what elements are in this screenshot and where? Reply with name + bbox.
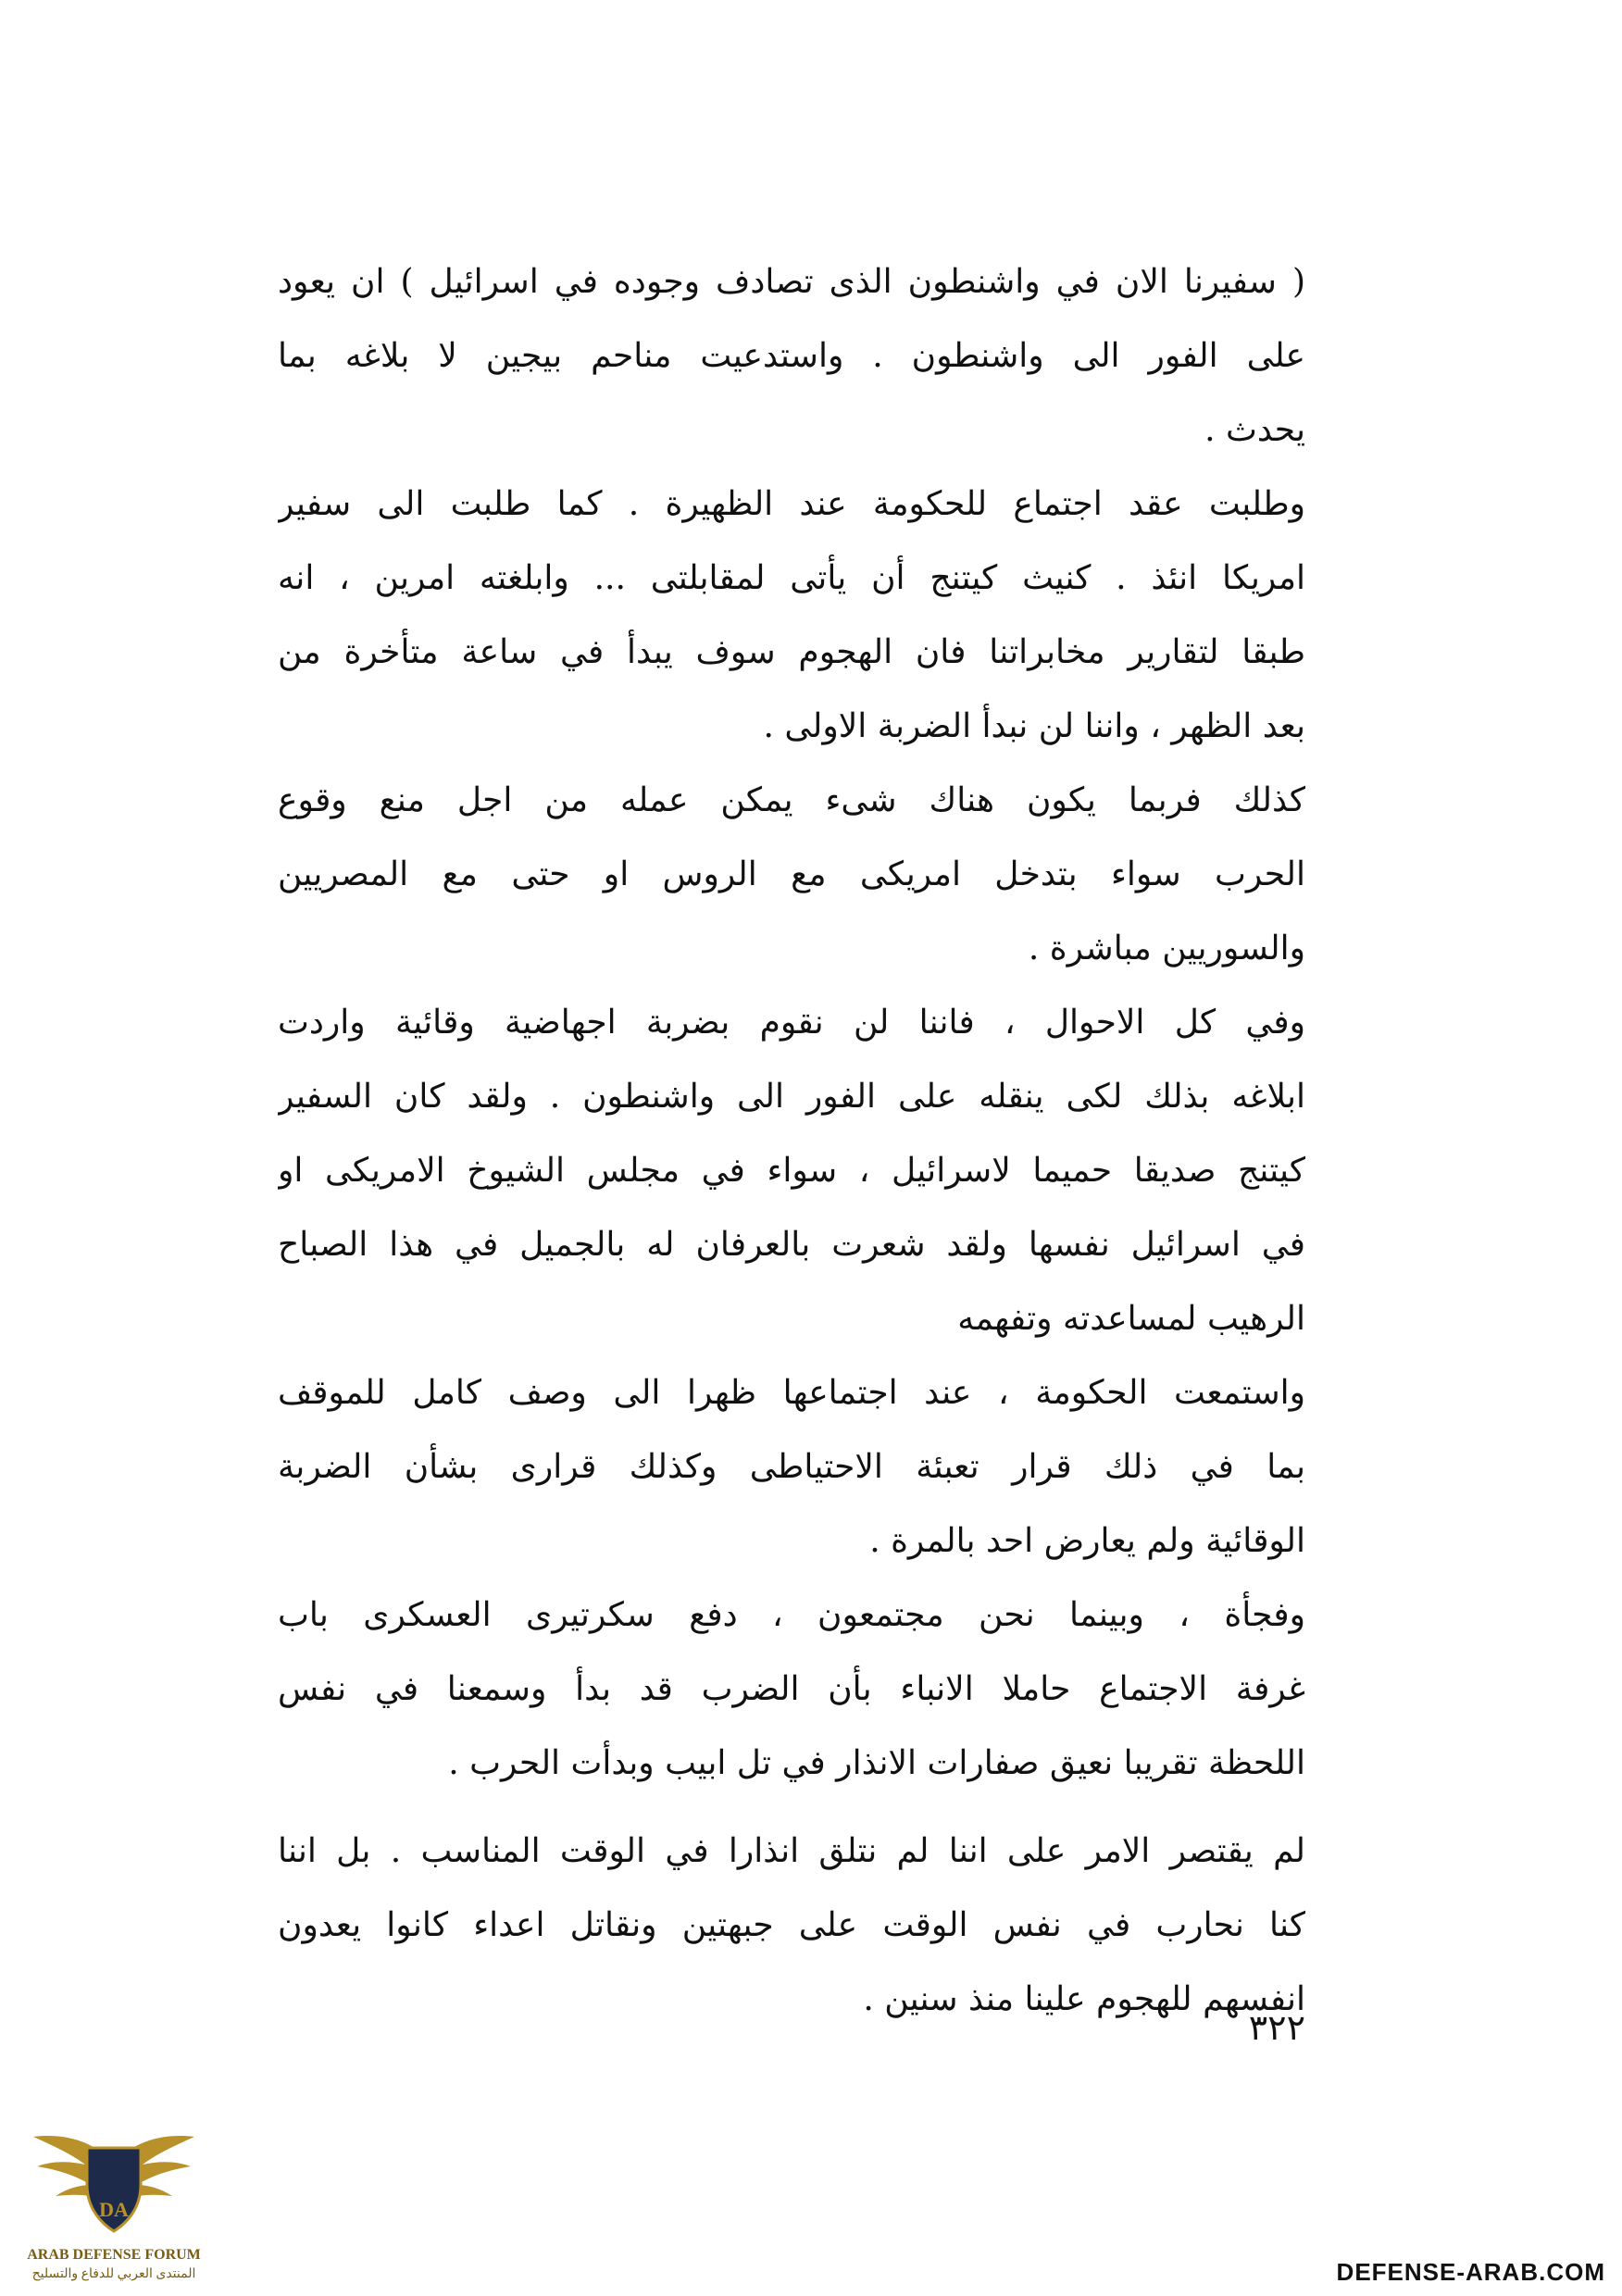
text-line: وطلبت عقد اجتماع للحكومة عند الظهيرة . كما طلبت الى سفير — [278, 485, 1305, 523]
text-line: والسوريين مباشرة . — [1028, 930, 1305, 967]
text-line: لم يقتصر الامر على اننا لم نتلق انذارا في الوقت المناسب . بل اننا — [278, 1832, 1305, 1870]
text-line: وفجأة ، وبينما نحن مجتمعون ، دفع سكرتيرى العسكرى باب — [278, 1596, 1305, 1634]
text-line: على الفور الى واشنطون . واستدعيت مناحم بيجين لا بلاغه بما — [278, 337, 1305, 375]
watermark-site-name: DEFENSE-ARAB.COM — [1336, 2258, 1605, 2286]
text-line: بما في ذلك قرار تعبئة الاحتياطى وكذلك قرارى بشأن الضربة — [278, 1448, 1305, 1486]
text-line: انفسهم للهجوم علينا منذ سنين . — [863, 1980, 1305, 2018]
text-line: ( سفيرنا الان في واشنطون الذى تصادف وجوده في اسرائيل ) ان يعود — [278, 263, 1305, 301]
text-line: يحدث . — [1204, 411, 1305, 449]
text-line: طبقا لتقارير مخابراتنا فان الهجوم سوف يبدأ في ساعة متأخرة من — [278, 633, 1305, 671]
text-line: ابلاغه بذلك لكى ينقله على الفور الى واشنطون . ولقد كان السفير — [278, 1078, 1305, 1116]
text-line: بعد الظهر ، واننا لن نبدأ الضربة الاولى . — [763, 707, 1305, 745]
text-line: غرفة الاجتماع حاملا الانباء بأن الضرب قد بدأ وسمعنا في نفس — [278, 1670, 1305, 1708]
text-line: كنا نحارب في نفس الوقت على جبهتين ونقاتل اعداء كانوا يعدون — [278, 1906, 1305, 1944]
text-line: امريكا انئذ . كنيث كيتنج أن يأتى لمقابلتى ... وابلغته امرين ، انه — [278, 559, 1305, 597]
text-line: كذلك فربما يكون هناك شىء يمكن عمله من اجل منع وقوع — [278, 781, 1305, 819]
forum-name-english: ARAB DEFENSE FORUM — [27, 2247, 201, 2263]
text-line: كيتنج صديقا حميما لاسرائيل ، سواء في مجلس الشيوخ الامريكى او — [278, 1152, 1305, 1190]
eagle-shield-icon — [26, 2120, 202, 2245]
text-line: واستمعت الحكومة ، عند اجتماعها ظهرا الى وصف كامل للموقف — [278, 1374, 1305, 1412]
text-line: الحرب سواء بتدخل امريكى مع الروس او حتى مع المصريين — [278, 855, 1305, 893]
text-line: الوقائية ولم يعارض احد بالمرة . — [869, 1522, 1305, 1560]
text-line: الرهيب لمساعدته وتفهمه — [957, 1300, 1305, 1338]
page-number: ٣٢٢ — [1248, 2007, 1305, 2048]
svg-text:DA: DA — [99, 2198, 129, 2221]
forum-name-arabic: المنتدى العربي للدفاع والتسليح — [31, 2267, 196, 2281]
text-line: في اسرائيل نفسها ولقد شعرت بالعرفان له بالجميل في هذا الصباح — [278, 1226, 1305, 1264]
text-line: اللحظة تقريبا نعيق صفارات الانذار في تل ابيب وبدأت الحرب . — [448, 1744, 1305, 1782]
text-line: وفي كل الاحوال ، فاننا لن نقوم بضربة اجهاضية وقائية واردت — [278, 1004, 1305, 1042]
page-body — [278, 245, 1305, 2018]
